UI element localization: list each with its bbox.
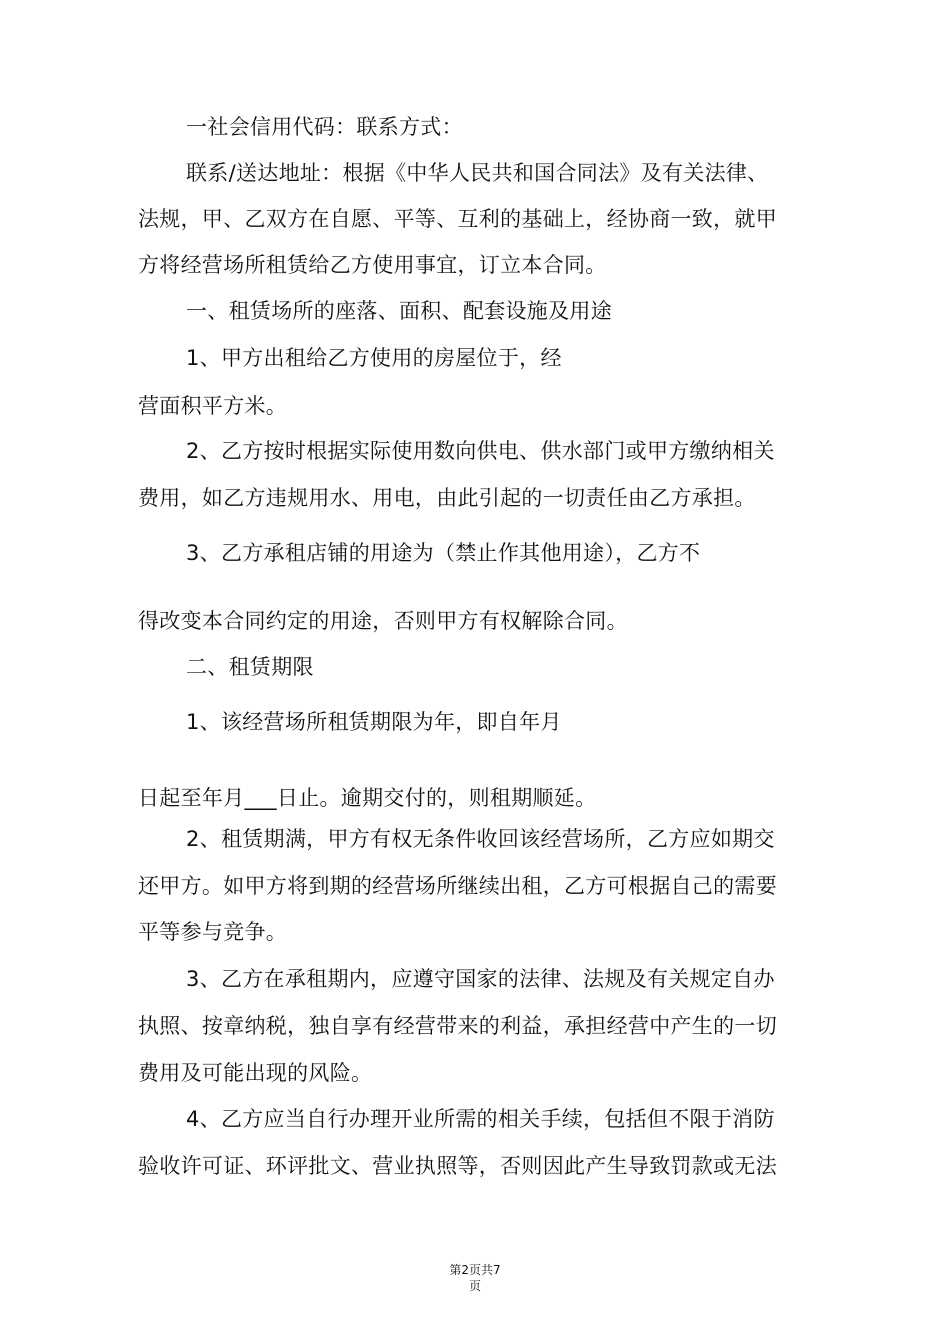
text-line-19: 执照、按章纳税，独自享有经营带来的利益，承担经营中产生的一切 [138, 1014, 777, 1038]
text-line-2: 联系/送达地址：根据《中华人民共和国合同法》及有关法律、 [186, 161, 769, 185]
page-number-line1: 第2页共7 [449, 1263, 501, 1277]
text-line-17: 平等参与竞争。 [138, 920, 288, 944]
section-heading-1: 一、租赁场所的座落、面积、配套设施及用途 [186, 299, 612, 323]
text-line-1: 一社会信用代码：联系方式： [186, 115, 463, 139]
text-line-4: 方将经营场所租赁给乙方使用事宜，订立本合同。 [138, 253, 607, 277]
text-line-14: 日起至年月___日止。逾期交付的，则租期顺延。 [138, 786, 597, 810]
page-number-line2: 页 [468, 1279, 481, 1293]
text-line-21: 4、乙方应当自行办理开业所需的相关手续，包括但不限于消防 [186, 1107, 775, 1131]
text-line-20: 费用及可能出现的风险。 [138, 1061, 373, 1085]
text-line-16: 还甲方。如甲方将到期的经营场所继续出租，乙方可根据自己的需要 [138, 874, 777, 898]
text-line-3: 法规，甲、乙双方在自愿、平等、互利的基础上，经协商一致，就甲 [138, 207, 777, 231]
text-line-7: 营面积平方米。 [138, 394, 288, 418]
text-line-9: 费用，如乙方违规用水、用电，由此引起的一切责任由乙方承担。 [138, 486, 756, 510]
text-line-11: 得改变本合同约定的用途，否则甲方有权解除合同。 [138, 609, 628, 633]
text-line-18: 3、乙方在承租期内，应遵守国家的法律、法规及有关规定自办 [186, 967, 775, 991]
section-heading-2: 二、租赁期限 [186, 655, 314, 679]
text-line-8: 2、乙方按时根据实际使用数向供电、供水部门或甲方缴纳相关 [186, 439, 775, 463]
text-line-15: 2、租赁期满，甲方有权无条件收回该经营场所，乙方应如期交 [186, 827, 775, 851]
text-line-6: 1、甲方出租给乙方使用的房屋位于，经 [186, 346, 562, 370]
text-line-10: 3、乙方承租店铺的用途为（禁止作其他用途），乙方不 [186, 541, 701, 565]
text-line-22: 验收许可证、环评批文、营业执照等，否则因此产生导致罚款或无法 [138, 1154, 777, 1178]
text-line-13: 1、该经营场所租赁期限为年，即自年月 [186, 710, 562, 734]
